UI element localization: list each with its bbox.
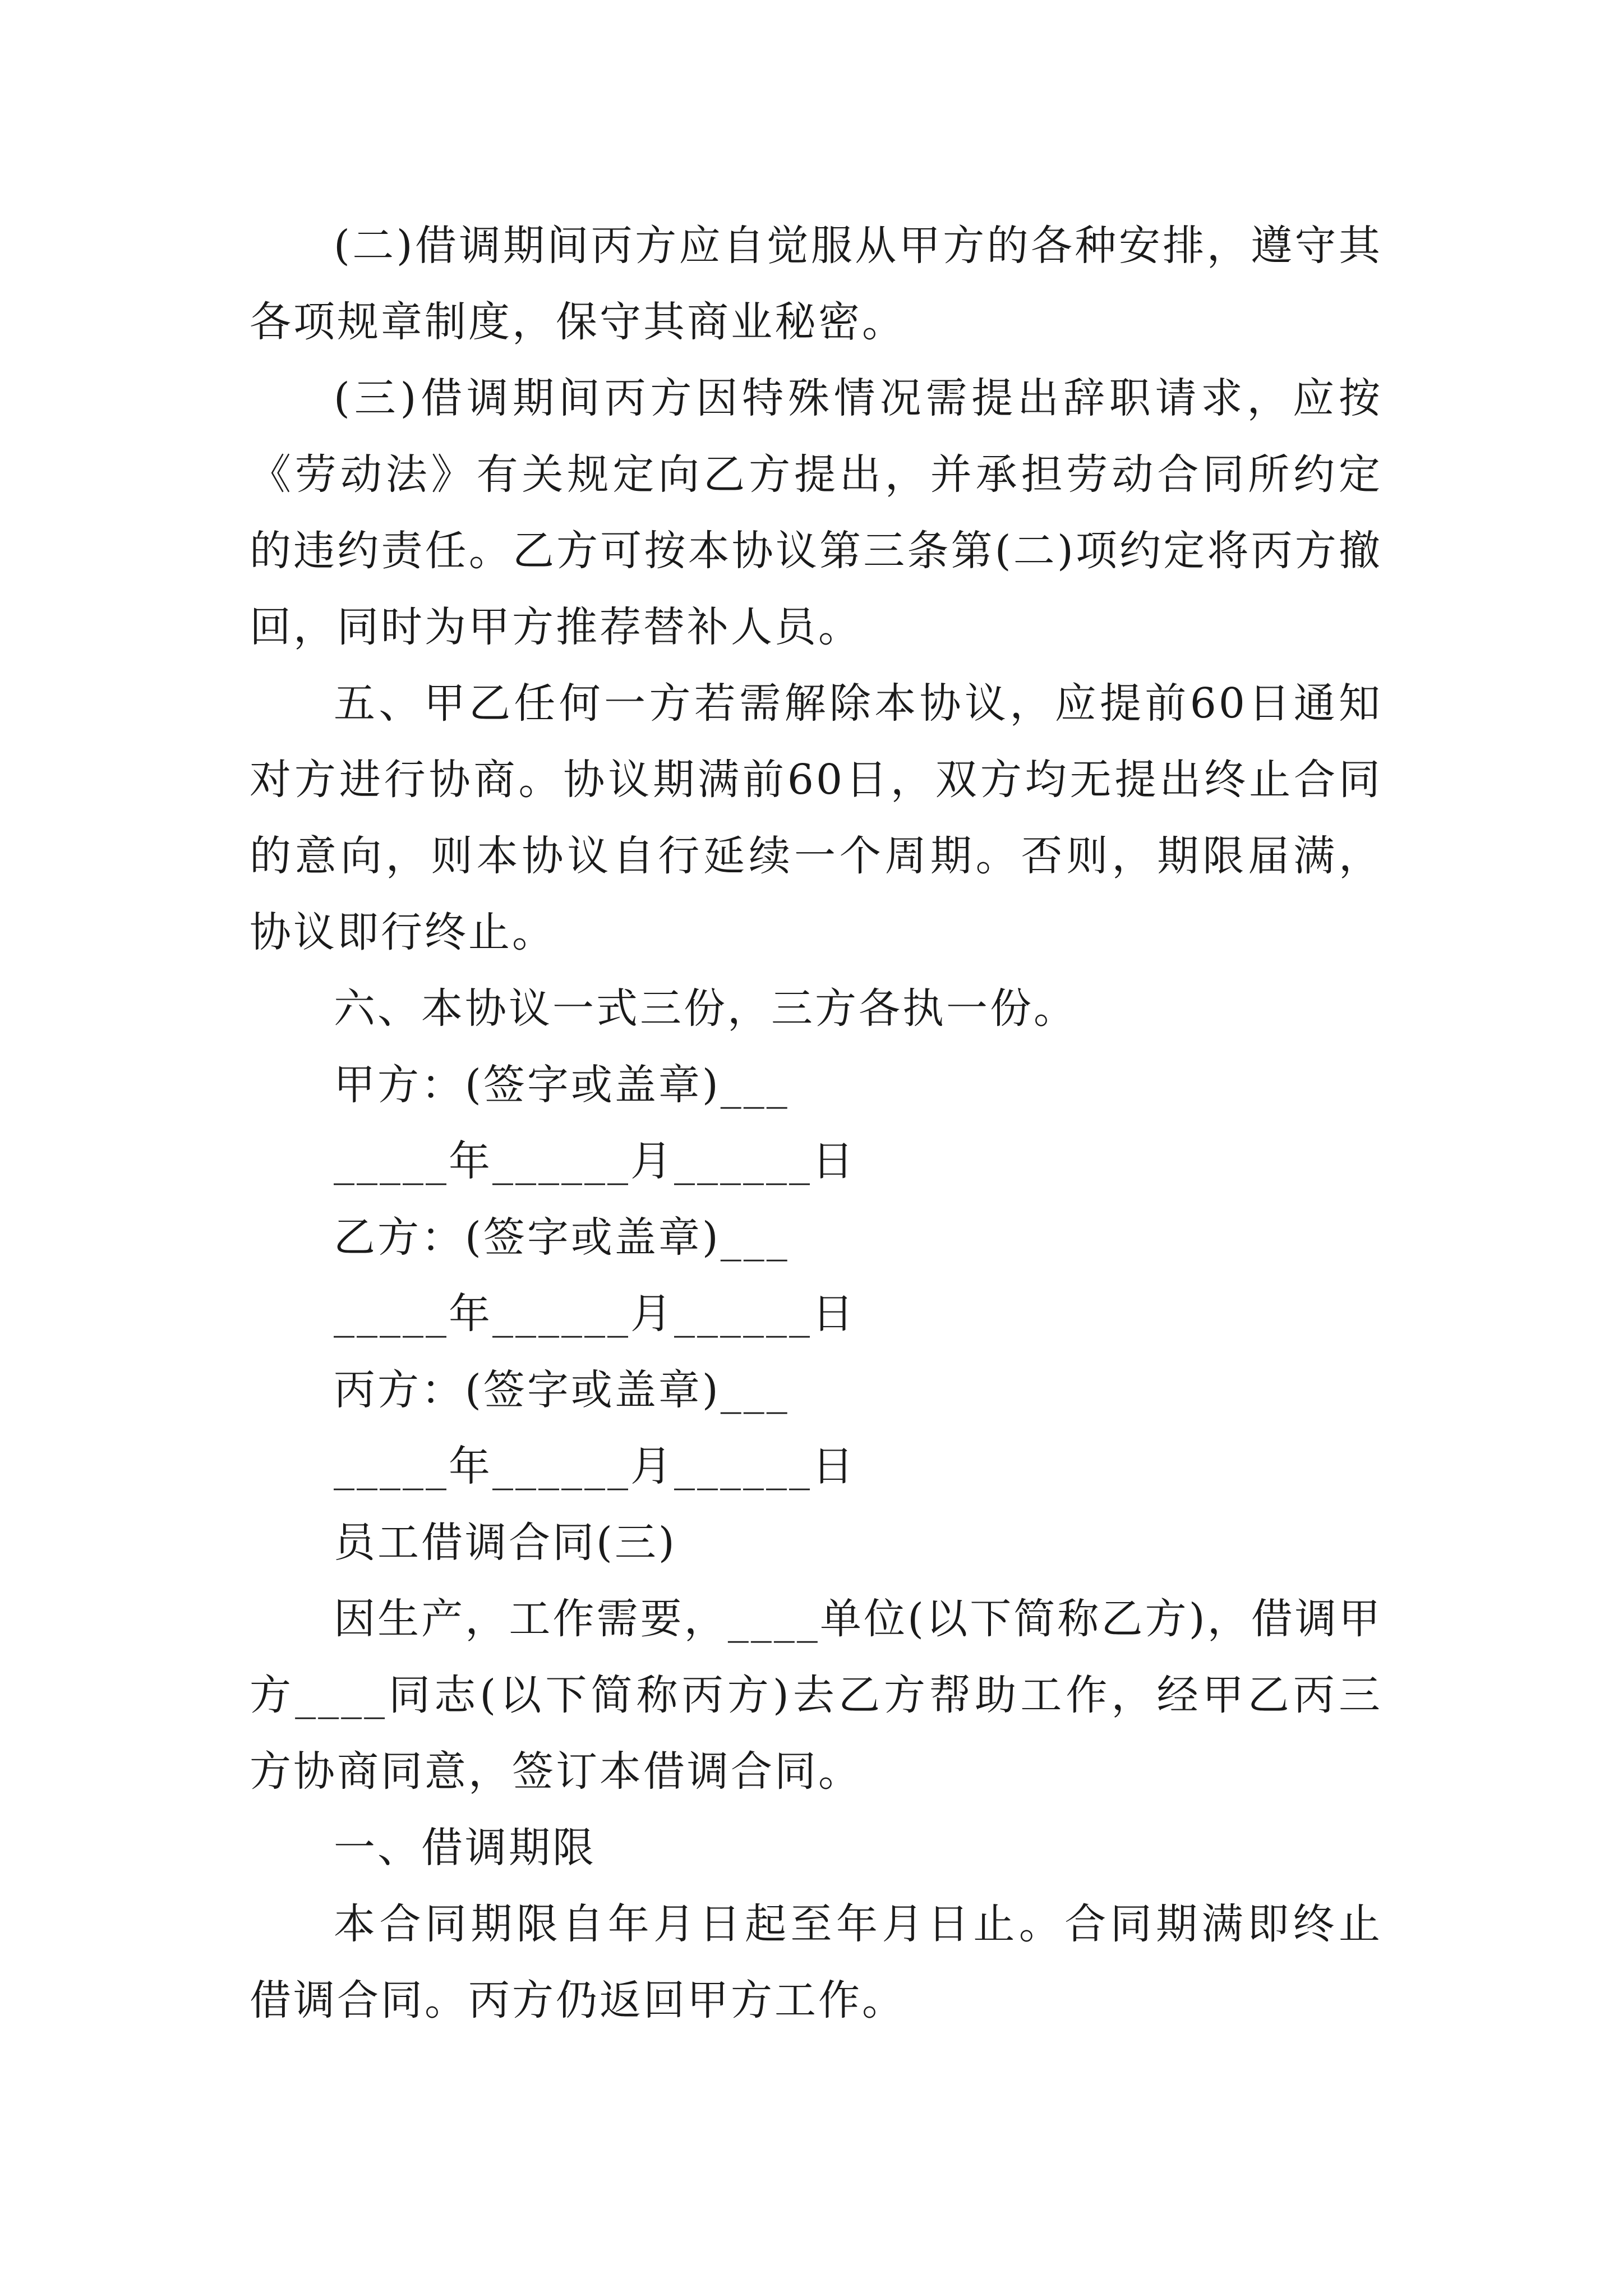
signature-party-c: 丙方：(签字或盖章)___: [334, 1366, 790, 1414]
document-body: [250, 208, 1382, 2039]
paragraph-clause-3: (三)借调期间丙方因特殊情况需提出辞职请求，应按《劳动法》有关规定向乙方提出，并承担劳动合同所约定的违约责任。乙方可按本协议第三条第(二)项约定将丙方撤回，同时为甲方推荐替补人员。: [250, 374, 1382, 651]
signature-party-b: 乙方：(签字或盖章)___: [334, 1213, 790, 1262]
paragraph-intro: 因生产，工作需要，____单位(以下简称乙方)，借调甲方____同志(以下简称丙方)去乙方帮助工作，经甲乙丙三方协商同意，签订本借调合同。: [250, 1595, 1382, 1796]
section-title: 员工借调合同(三): [334, 1519, 677, 1567]
paragraph-article-5: 五、甲乙任何一方若需解除本协议，应提前60日通知对方进行协商。协议期满前60日，双方均无提出终止合同的意向，则本协议自行延续一个周期。否则，期限届满，协议即行终止。: [250, 679, 1382, 956]
date-line-party-b: _____年______月______日: [334, 1290, 856, 1338]
heading-term: 一、借调期限: [334, 1824, 596, 1872]
paragraph-clause-2: (二)借调期间丙方应自觉服从甲方的各种安排，遵守其各项规章制度，保守其商业秘密。: [250, 222, 1382, 346]
paragraph-term: 本合同期限自年月日起至年月日止。合同期满即终止借调合同。丙方仍返回甲方工作。: [250, 1900, 1382, 2024]
paragraph-article-6: 六、本协议一式三份，三方各执一份。: [334, 984, 1077, 1033]
date-line-party-c: _____年______月______日: [334, 1442, 856, 1490]
date-line-party-a: _____年______月______日: [334, 1137, 856, 1185]
signature-party-a: 甲方：(签字或盖章)___: [334, 1061, 790, 1109]
